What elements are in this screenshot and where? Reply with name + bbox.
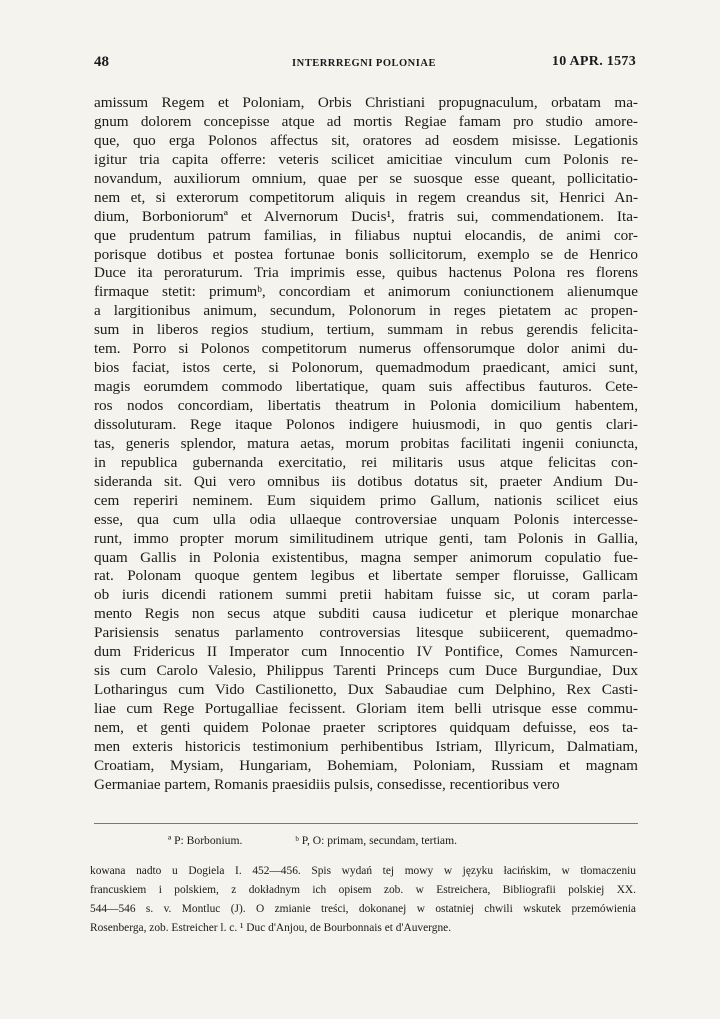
running-title: INTERRREGNI POLONIAE (292, 58, 436, 69)
body-text (94, 94, 638, 795)
body-line: men exteris historicis testimonium perhibentibus Istriam, Illyricum, Dalmatiam, (94, 737, 638, 755)
note-line: Rosenberga, zob. Estreicher l. c. ¹ Duc d'Anjou, de Bourbonnais et d'Auvergne. (90, 922, 452, 934)
footnote-divider (94, 823, 638, 824)
body-line: mento Regis non secus atque subditi causa iudicetur et plerique monarchae (94, 605, 638, 623)
body-line: novandum, auxiliorum omnium, quae per se suosque esse queant, pollicitatio- (94, 169, 638, 187)
body-line: tas, generis splendor, matura aetas, morum probitas facilitati ingenii coniuncta, (94, 434, 638, 452)
body-line: dissoluturam. Rege itaque Polonos indigere huiusmodi, in quo gentis clari- (94, 415, 638, 433)
body-line: bios faciat, istos certe, si Polonorum, quemadmodum praedicant, amici sunt, (94, 359, 638, 377)
body-line: Croatiam, Mysiam, Hungariam, Bohemiam, Poloniam, Russiam et magnam (94, 756, 638, 774)
body-line: Parisiensis senatus parlamento controversias litesque subiicerent, quemadmo- (94, 624, 638, 642)
body-line: dum Fridericus II Imperator cum Innocentio IV Pontifice, Comes Namurcen- (94, 643, 638, 661)
body-line: firmaque stetit: primumᵇ, concordiam et animorum coniunctionem alienumque (94, 283, 638, 301)
note-line: kowana nadto u Dogiela I. 452—456. Spis wydań tej mowy w języku łacińskim, w tłomaczeniu (90, 865, 636, 877)
body-line: Duce ita peroraturum. Tria imprimis esse, quibus hactenus Polona res florens (94, 264, 638, 282)
body-line: rat. Polonam quoque gentem legibus et libertate semper floruisse, Gallicam (94, 567, 638, 585)
body-line: liae cum Rege Portugalliae fecissent. Gloriam item belli utrisque esse commu- (94, 700, 638, 717)
body-line: dium, Borboniorumª et Alvernorum Ducis¹, fratris sui, commendationem. Ita- (94, 207, 638, 225)
body-line: porisque dotibus et postea fortunae bonis sollicitorum, exemplo se de Henrico (94, 245, 638, 263)
textual-footnotes (168, 834, 485, 847)
body-line: ob iuris dicendi rationem summi pretii habitam fuisse sic, ut coram parla- (94, 586, 638, 604)
note-line: francuskiem i polskiem, z dokładnym ich opisem zob. w Estreichera, Bibliografii polskiej XX. (90, 884, 636, 896)
note-line: 544—546 s. v. Montluc (J). O zmianie treści, dokonanej w ostatniej chwili wskutek przemówienia (90, 903, 636, 915)
footnote-a: ª P: Borbonium. (168, 834, 243, 847)
body-line: nem, et genti quidem Polonae praeter scriptores quidquam defuisse, eos ta- (94, 718, 638, 736)
body-line: in republica gubernanda exercitatio, rei militaris usus atque felicitas con- (94, 453, 638, 471)
body-line: que, quo erga Polonos affectus sit, oratores ad eosdem misisse. Legationis (94, 131, 638, 149)
body-line: magis eorumdem commodo libertatique, quam suis affectibus fauturos. Cete- (94, 378, 638, 396)
body-line: a largitionibus animum, secundum, Polonorum in reges pietatem ac propen- (94, 302, 638, 320)
body-line: cem reperiri neminem. Eum siquidem primo Gallum, nationis scilicet eius (94, 491, 638, 509)
body-line: tem. Porro si Polonos competitorum numerus offensorumque dolor animi du- (94, 340, 638, 358)
footnote-b: ᵇ P, O: primam, secundam, tertiam. (295, 834, 457, 847)
body-line: que prudentum patrum familias, in filiabus nuptui elocandis, de animi cor- (94, 226, 638, 244)
body-line: Germaniae partem, Romanis praesidiis pulsis, consedisse, recentioribus vero (94, 775, 560, 793)
page-number: 48 (94, 54, 109, 70)
body-line: Lotharingus cum Vido Castilionetto, Dux Sabaudiae cum Delphino, Rex Casti- (94, 681, 638, 699)
body-line: sideranda sit. Qui vero omnibus iis dotibus dotatus sit, praeter Andium Du- (94, 472, 638, 490)
page-header (92, 54, 636, 76)
body-line: runt, immo propter morum similitudinem utrique genti, tam Polonis in Gallia, (94, 529, 638, 547)
body-line: igitur tria capita offerre: veteris scilicet amicitiae vinculum cum Polonis re- (94, 150, 638, 168)
body-line: sum in liberos regios studium, tertium, summam in rebus gerendis felicita- (94, 321, 638, 339)
body-line: amissum Regem et Poloniam, Orbis Christiani propugnaculum, orbatam ma- (94, 94, 638, 111)
body-line: quam Gallis in Polonia existentibus, magna semper animorum copulatio fue- (94, 548, 638, 566)
body-line: nem et, si exterorum competitorum aliquis in regem creandus sit, Henrici An- (94, 188, 638, 206)
body-line: gnum dolorem concepisse atque ad mortis Regiae famam pro studio amore- (94, 112, 638, 130)
body-line: esse, qua cum ulla odia ullaeque controversiae unquam Polonis intercesse- (94, 510, 638, 528)
running-date: 10 APR. 1573 (551, 54, 636, 69)
editorial-notes (90, 862, 636, 938)
body-line: sis cum Carolo Valesio, Philippus Tarenti Princeps cum Duce Burgundiae, Dux (94, 662, 638, 680)
body-line: ros nodos concordiam, libertatis theatrum in Polonia domicilium habentem, (94, 397, 638, 414)
